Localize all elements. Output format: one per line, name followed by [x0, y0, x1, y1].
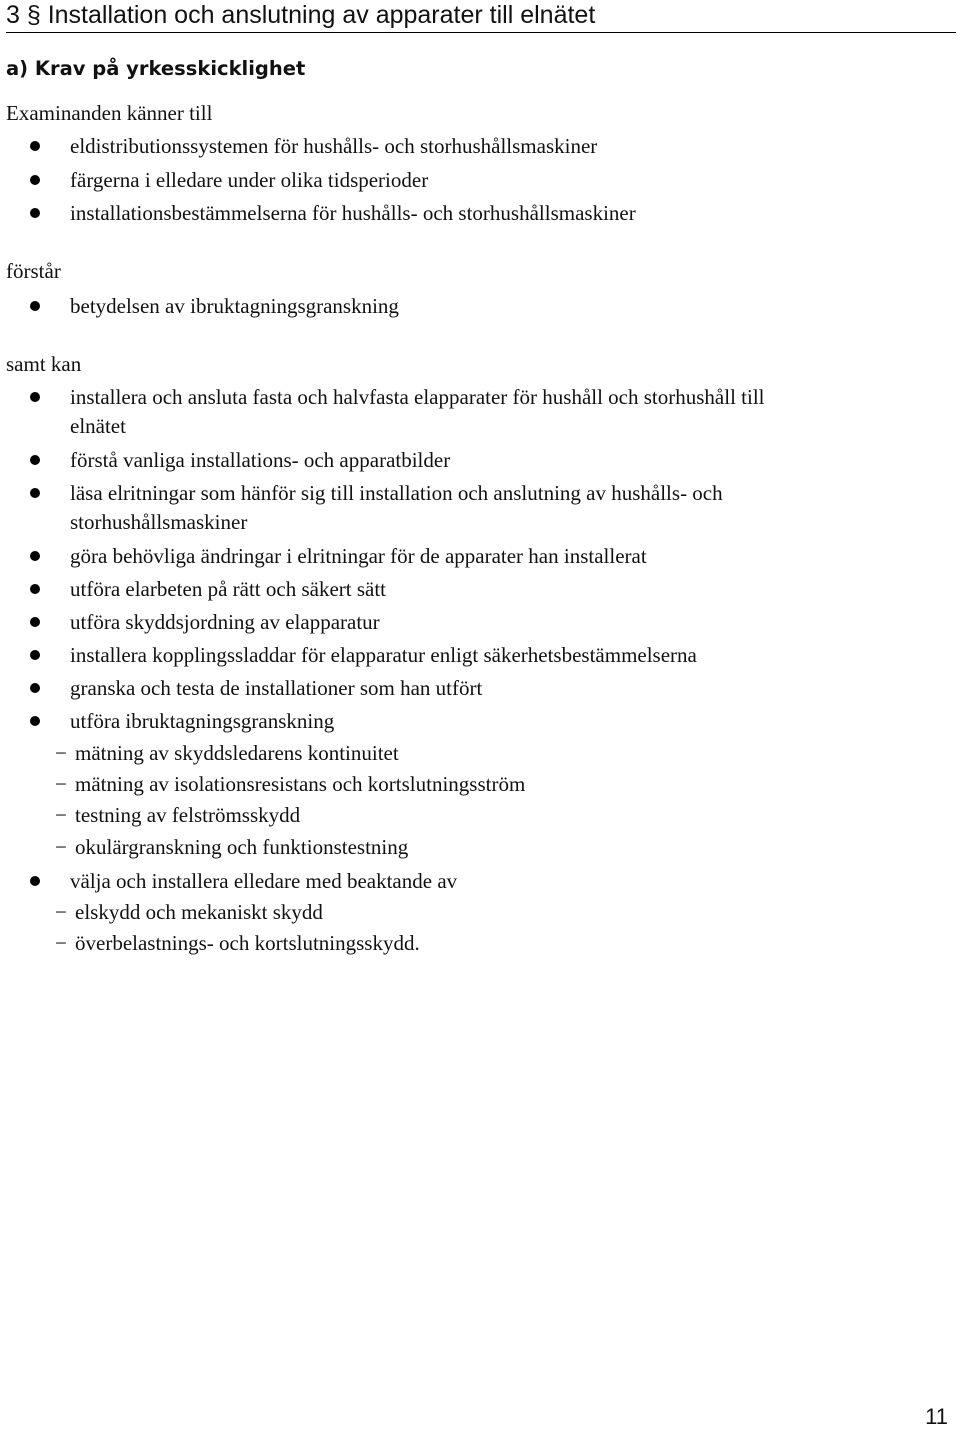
- list-item: eldistributionssystemen för hushålls- och storhushållsmaskiner: [70, 134, 598, 158]
- section-heading: 3 § Installation och anslutning av apparater till elnätet: [6, 0, 956, 33]
- bullet-icon: [30, 551, 40, 561]
- list-item: göra behövliga ändringar i elritningar för de apparater han installerat: [70, 544, 647, 568]
- bullet-icon: [30, 716, 40, 726]
- list-item: installera kopplingssladdar för elapparatur enligt säkerhetsbestämmelserna: [70, 643, 697, 667]
- dash-icon: −: [55, 931, 67, 955]
- list-item: utföra skyddsjordning av elapparatur: [70, 610, 380, 634]
- sub-list-item: − testning av felströmsskydd: [55, 801, 300, 830]
- list-item-continuation: storhushållsmaskiner: [70, 510, 248, 534]
- dash-icon: −: [55, 772, 67, 796]
- list-item: utföra ibruktagningsgranskning: [70, 709, 335, 733]
- list-item: granska och testa de installationer som han utfört: [70, 676, 483, 700]
- bullet-icon: [30, 175, 40, 185]
- sub-list-item: − mätning av skyddsledarens kontinuitet: [55, 739, 399, 768]
- bullet-icon: [30, 584, 40, 594]
- section-subheading: a) Krav på yrkesskicklighet: [6, 57, 306, 80]
- sub-list-item: − överbelastnings- och kortslutningsskydd.: [55, 929, 420, 958]
- bullet-icon: [30, 617, 40, 627]
- bullet-icon: [30, 488, 40, 498]
- dash-icon: −: [55, 835, 67, 859]
- list-item: utföra elarbeten på rätt och säkert sätt: [70, 577, 387, 601]
- bullet-icon: [30, 455, 40, 465]
- bullet-icon: [30, 301, 40, 311]
- page-number: 11: [925, 1404, 948, 1429]
- list-item: förstå vanliga installations- och apparatbilder: [70, 448, 451, 472]
- list-item: installera och ansluta fasta och halvfasta elapparater för hushåll och storhushåll till: [70, 385, 765, 409]
- sub-list-item: − mätning av isolationsresistans och kortslutningsström: [55, 770, 525, 799]
- dash-icon: −: [55, 741, 67, 765]
- list-item-continuation: elnätet: [70, 414, 126, 438]
- list-item: färgerna i elledare under olika tidsperioder: [70, 168, 429, 192]
- dash-icon: −: [55, 803, 67, 827]
- bullet-icon: [30, 392, 40, 402]
- bullet-icon: [30, 876, 40, 886]
- list-item: installationsbestämmelserna för hushålls- och storhushållsmaskiner: [70, 201, 636, 225]
- intro-understands: förstår: [6, 259, 61, 283]
- list-item: läsa elritningar som hänför sig till installation och anslutning av hushålls- och: [70, 481, 723, 505]
- bullet-icon: [30, 141, 40, 151]
- bullet-icon: [30, 650, 40, 660]
- bullet-icon: [30, 208, 40, 218]
- sub-list-item: − okulärgranskning och funktionstestning: [55, 833, 408, 862]
- bullet-icon: [30, 683, 40, 693]
- dash-icon: −: [55, 900, 67, 924]
- intro-can: samt kan: [6, 352, 82, 376]
- sub-list-item: − elskydd och mekaniskt skydd: [55, 898, 323, 927]
- list-item: betydelsen av ibruktagningsgranskning: [70, 294, 399, 318]
- list-item: välja och installera elledare med beaktande av: [70, 869, 458, 893]
- intro-knows: Examinanden känner till: [6, 101, 213, 125]
